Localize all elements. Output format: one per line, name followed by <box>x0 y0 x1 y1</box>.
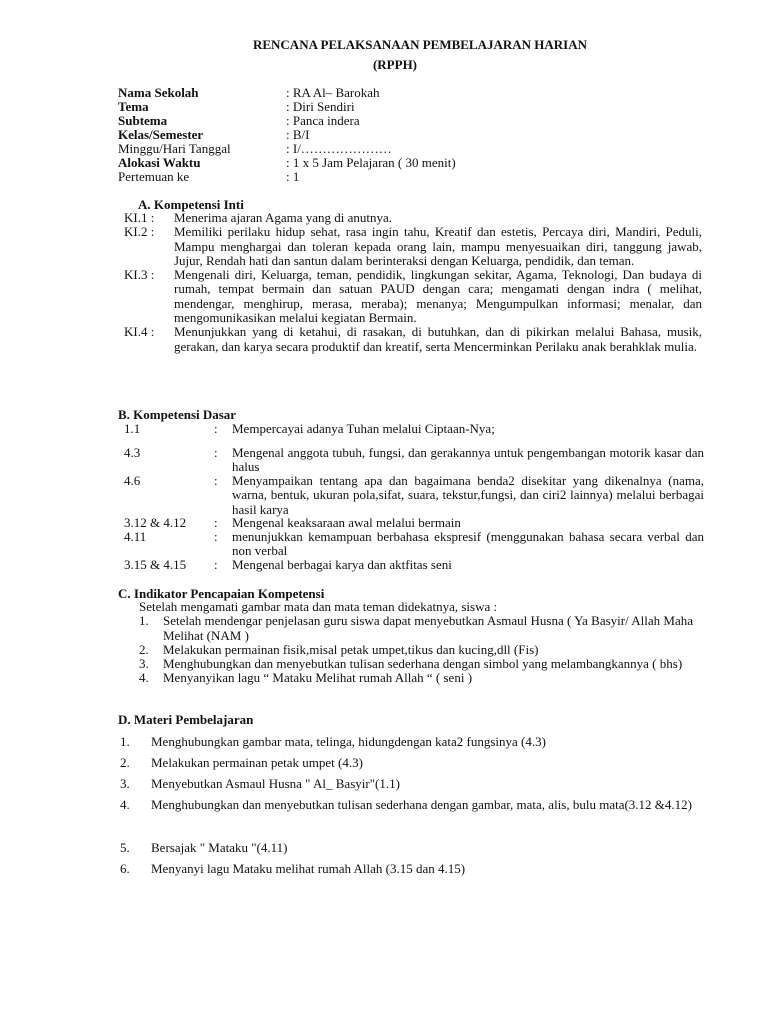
materi-item <box>120 858 720 879</box>
kd-separator: : <box>214 557 218 572</box>
indikator-text: Setelah mendengar penjelasan guru siswa dapat menyebutkan Asmaul Husna ( Ya Basyir/ Allah Maha Melihat (NAM ) <box>163 613 693 643</box>
indikator-text: Menyanyikan lagu “ Mataku Melihat rumah Allah “ ( seni ) <box>163 670 473 686</box>
kd-item <box>124 446 704 475</box>
kd-separator: : <box>214 445 218 460</box>
document-subtitle: (RPPH) <box>372 57 418 72</box>
materi-item <box>120 752 720 773</box>
materi-number: 3. <box>120 776 130 791</box>
indikator-number: 2. <box>139 641 149 657</box>
materi-item <box>120 773 720 794</box>
ki-code: KI.1 : <box>124 210 155 225</box>
identity-label: Tema <box>118 99 149 114</box>
kd-text: Mempercayai adanya Tuhan melalui Ciptaan-Nya; <box>232 421 495 436</box>
materi-text: Melakukan permainan petak umpet (4.3) <box>151 755 363 770</box>
identity-label: Nama Sekolah <box>118 85 199 100</box>
identity-value: : B/I <box>286 127 310 142</box>
kd-text: Menyampaikan tentang apa dan bagaimana benda2 disekitar yang dikenalnya (nama, warna, bentuk, ukuran pola,sifat, suara, tekstur,fungsi, dan ciri2 lainnya) melalui berbagai hasil karya <box>232 473 704 517</box>
identity-row <box>118 100 456 114</box>
identity-row <box>118 114 456 128</box>
materi-text: Menyanyi lagu Mataku melihat rumah Allah (3.15 dan 4.15) <box>151 861 466 876</box>
identity-row <box>118 86 456 100</box>
kd-separator: : <box>214 473 218 488</box>
identity-row <box>118 156 456 170</box>
ki-code: KI.3 : <box>124 267 155 283</box>
identity-value: : 1 x 5 Jam Pelajaran ( 30 menit) <box>286 155 456 170</box>
kd-code: 4.3 <box>124 445 141 460</box>
materi-text: Menghubungkan dan menyebutkan tulisan sederhana dengan gambar, mata, alis, bulu mata(3.12 &4.12) <box>151 797 692 812</box>
identity-label: Pertemuan ke <box>118 169 190 184</box>
materi-number: 4. <box>120 797 130 812</box>
materi-text: Bersajak " Mataku "(4.11) <box>151 840 288 855</box>
ki-text: Menerima ajaran Agama yang di anutnya. <box>174 210 393 225</box>
identity-row <box>118 128 456 142</box>
ki-text: Memiliki perilaku hidup sehat, rasa ingin tahu, Kreatif dan estetis, Percaya diri, Mandiri, Peduli, Mampu menghargai dan toleran kepada orang lain, mampu menyesuaikan diri, tanggung jawab, Jujur, Rendah hati dan santun dalam berinteraksi dengan Keluarga, pendidik, dan teman. <box>174 224 702 268</box>
kd-separator: : <box>214 515 218 530</box>
ki-code: KI.4 : <box>124 324 155 340</box>
indikator-item <box>139 643 709 657</box>
materi-item <box>120 794 720 815</box>
indikator-intro: Setelah mengamati gambar mata dan mata teman didekatnya, siswa : <box>139 599 498 614</box>
kd-item <box>124 558 704 572</box>
identity-row <box>118 142 456 156</box>
materi-number: 2. <box>120 755 130 770</box>
materi-item <box>120 731 720 752</box>
ki-text: Menunjukkan yang di ketahui, di rasakan, di butuhkan, dan di pikirkan melalui Bahasa, musik, gerakan, dan karya secara produktif dan kreatif, serta Mencerminkan Perilaku anak berahklak mulia. <box>174 324 702 354</box>
kd-text: Mengenal berbagai karya dan aktfitas seni <box>232 557 452 572</box>
ki-item <box>124 325 702 354</box>
kd-code: 1.1 <box>124 421 141 436</box>
materi-number: 5. <box>120 840 130 855</box>
kd-text: menunjukkan kemampuan berbahasa ekspresif (menggunakan bahasa secara verbal dan non verbal <box>232 529 704 559</box>
indikator-text: Melakukan permainan fisik,misal petak umpet,tikus dan kucing,dll (Fis) <box>163 641 539 657</box>
identity-value: : Panca indera <box>286 113 360 128</box>
indikator-number: 3. <box>139 656 149 672</box>
kd-text: Mengenal keaksaraan awal melalui bermain <box>232 515 461 530</box>
materi-text: Menyebutkan Asmaul Husna " Al_ Basyir"(1.1) <box>151 776 400 791</box>
identity-value: : Diri Sendiri <box>286 99 355 114</box>
identity-label: Minggu/Hari Tanggal <box>118 141 231 156</box>
section-b-heading: B. Kompetensi Dasar <box>118 407 237 422</box>
materi-text: Menghubungkan gambar mata, telinga, hidungdengan kata2 fungsinya (4.3) <box>151 734 546 749</box>
ki-item <box>124 225 702 268</box>
kd-text: Mengenal anggota tubuh, fungsi, dan gerakannya untuk pengembangan motorik kasar dan halus <box>232 445 704 475</box>
section-d-heading: D. Materi Pembelajaran <box>118 712 254 727</box>
identity-value: : 1 <box>286 169 300 184</box>
kd-code: 3.12 & 4.12 <box>124 515 187 530</box>
kd-code: 4.11 <box>124 529 147 544</box>
kd-item <box>124 474 704 517</box>
identity-label: Alokasi Waktu <box>118 155 201 170</box>
kd-item <box>124 530 704 559</box>
identity-value: : I/………………… <box>286 141 392 156</box>
document-title: RENCANA PELAKSANAAN PEMBELAJARAN HARIAN <box>252 37 588 52</box>
materi-number: 1. <box>120 734 130 749</box>
identity-value: : RA Al– Barokah <box>286 85 380 100</box>
kd-separator: : <box>214 529 218 544</box>
materi-item <box>120 837 720 858</box>
ki-item <box>124 268 702 325</box>
identity-row <box>118 170 456 184</box>
indikator-item <box>139 614 709 643</box>
indikator-number: 1. <box>139 613 149 629</box>
ki-code: KI.2 : <box>124 224 155 240</box>
indikator-list <box>139 600 709 686</box>
section-a-heading: A. Kompetensi Inti <box>138 197 244 212</box>
materi-number: 6. <box>120 861 130 876</box>
indikator-item <box>139 657 709 671</box>
kompetensi-inti-list <box>124 211 702 354</box>
indikator-item <box>139 671 709 685</box>
indikator-text: Menghubungkan dan menyebutkan tulisan sederhana dengan simbol yang melambangkannya ( bhs) <box>163 656 683 672</box>
section-c-heading: C. Indikator Pencapaian Kompetensi <box>118 586 325 601</box>
kd-code: 4.6 <box>124 473 141 488</box>
ki-text: Mengenali diri, Keluarga, teman, pendidik, lingkungan sekitar, Agama, Teknologi, Dan budaya di rumah, tempat bermain dan satuan PAUD dengan cara; mengamati dengan indra ( melihat, mendengar, menghirup, merasa, meraba); menanya; Mengumpulkan informasi; menalar, dan mengomunikasikan melalui kegiatan Bermain. <box>174 267 702 326</box>
identity-block <box>118 86 456 184</box>
ki-item <box>124 211 702 225</box>
kd-code: 3.15 & 4.15 <box>124 557 187 572</box>
identity-label: Kelas/Semester <box>118 127 204 142</box>
kd-item <box>124 422 704 436</box>
identity-label: Subtema <box>118 113 168 128</box>
kd-separator: : <box>214 421 218 436</box>
indikator-number: 4. <box>139 670 149 686</box>
